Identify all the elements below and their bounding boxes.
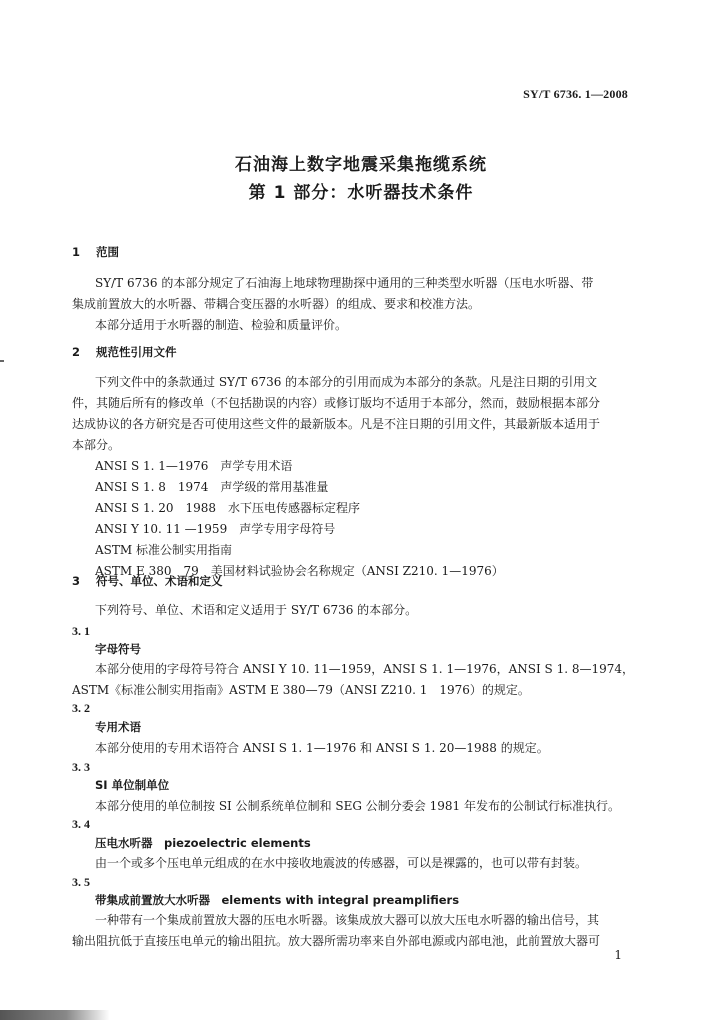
clause-para-line: 由一个或多个压电单元组成的在水中接收地震波的传感器，可以是裸露的，也可以带有封装。 (95, 856, 588, 870)
reference-item: ASTM E 380 79 美国材料试验协会名称规定（ANSI Z210. 1—1976） (95, 564, 504, 578)
clause-number: 3. 5 (72, 875, 90, 889)
clause-term: 专用术语 (95, 720, 141, 734)
section-2-heading (72, 345, 642, 361)
clause-term: 带集成前置放大水听器 elements with integral preamplifiers (95, 893, 460, 907)
clause-para-line: 本部分使用的专用术语符合 ANSI S 1. 1—1976 和 ANSI S 1. 20—1988 的规定。 (95, 741, 549, 755)
clause-number: 3. 2 (72, 701, 90, 715)
section-2-para-line: 下列文件中的条款通过 SY/T 6736 的本部分的引用而成为本部分的条款。凡是注日期的引用文 (95, 375, 598, 389)
reference-item: ANSI S 1. 20 1988 水下压电传感器标定程序 (95, 501, 361, 515)
section-title: 符号、单位、术语和定义 (96, 574, 223, 588)
document-title-line-2: 第 1 部分：水听器技术条件 (248, 183, 474, 203)
section-1-para-line: SY/T 6736 的本部分规定了石油海上地球物理勘探中通用的三种类型水听器（压电水听器、带 (95, 276, 594, 290)
clause-number: 3. 4 (72, 817, 90, 831)
reference-item: ASTM 标准公制实用指南 (95, 543, 232, 557)
clause-number: 3. 3 (72, 760, 90, 774)
clause-para-line: 本部分使用的字母符号符合 ANSI Y 10. 11—1959，ANSI S 1. 1—1976，ANSI S 1. 8—1974， (95, 662, 635, 676)
section-1-para-line: 本部分适用于水听器的制造、检验和质量评价。 (95, 318, 348, 332)
clause-term: SI 单位制单位 (95, 778, 170, 792)
reference-item: ANSI S 1. 8 1974 声学级的常用基准量 (95, 480, 329, 494)
page-number: 1 (614, 948, 622, 962)
clause-number: 3. 1 (72, 624, 90, 638)
reference-item: ANSI Y 10. 11 —1959 声学专用字母符号 (95, 522, 336, 536)
standard-code: SY/T 6736. 1—2008 (523, 87, 628, 101)
clause-para-line: 一种带有一个集成前置放大器的压电水听器。该集成放大器可以放大压电水听器的输出信号，其 (95, 913, 600, 927)
section-number: 1 (72, 245, 81, 259)
section-title: 规范性引用文件 (96, 345, 177, 359)
reference-item: ANSI S 1. 1—1976 声学专用术语 (95, 459, 293, 473)
section-2-para-line: 达成协议的各方研究是否可使用这些文件的最新版本。凡是不注日期的引用文件，其最新版本适用于 (72, 417, 601, 431)
section-2-para-line: 本部分。 (72, 438, 121, 452)
clause-para-line: ASTM《标准公制实用指南》ASTM E 380—79（ANSI Z210. 1 1976）的规定。 (72, 683, 530, 697)
section-number: 3 (72, 574, 81, 588)
section-3-heading (72, 574, 642, 590)
section-3-para-line: 下列符号、单位、术语和定义适用于 SY/T 6736 的本部分。 (95, 603, 418, 617)
section-1-para-line: 集成前置放大的水听器、带耦合变压器的水听器）的组成、要求和校准方法。 (72, 297, 481, 311)
clause-para-line: 本部分使用的单位制按 SI 公制系统单位制和 SEG 公制分委会 1981 年发布的公制试行标准执行。 (95, 799, 620, 813)
section-title: 范围 (96, 245, 119, 259)
scan-margin-mark (0, 360, 4, 362)
clause-term: 字母符号 (95, 642, 141, 656)
section-number: 2 (72, 345, 81, 359)
clause-term: 压电水听器 piezoelectric elements (95, 836, 311, 850)
document-title-line-1: 石油海上数字地震采集拖缆系统 (235, 155, 487, 175)
section-1-heading (72, 245, 642, 261)
section-2-para-line: 件，其随后所有的修改单（不包括勘误的内容）或修订版均不适用于本部分，然而，鼓励根据本部分 (72, 396, 601, 410)
scan-artifact-bar (0, 1010, 110, 1020)
clause-para-line: 输出阻抗低于直接压电单元的输出阻抗。放大器所需功率来自外部电源或内部电池，此前置放大器可 (72, 934, 601, 948)
